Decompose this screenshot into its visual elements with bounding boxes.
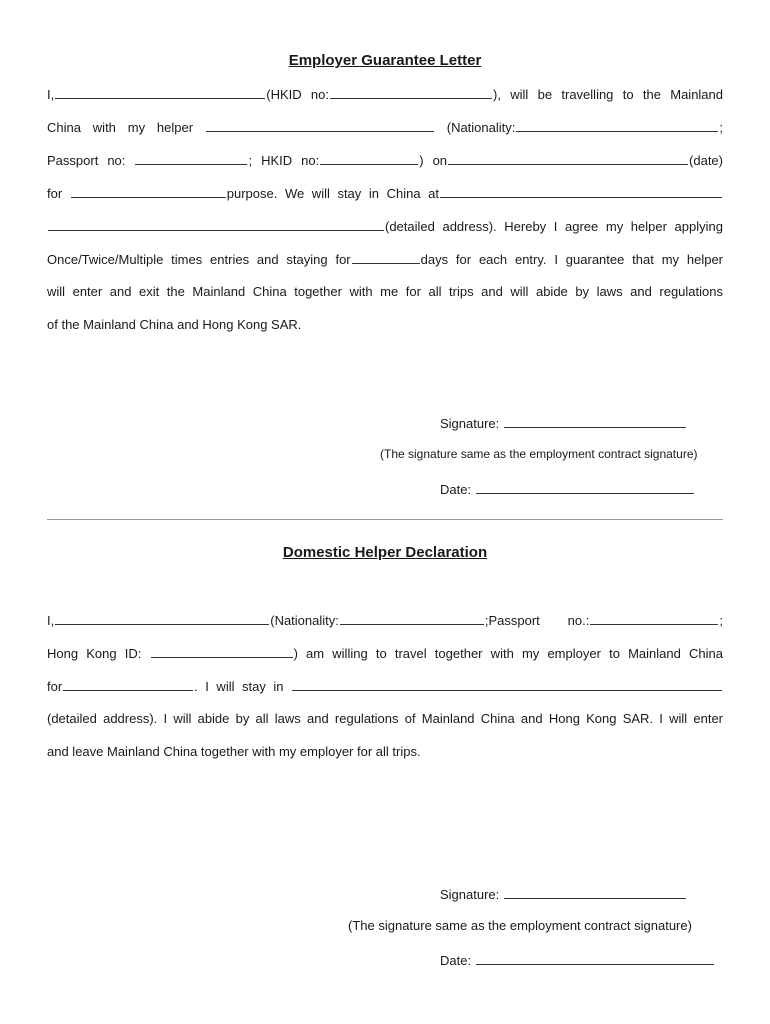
- employer-signature-row: [440, 414, 687, 431]
- employer-hkid-field[interactable]: [330, 85, 492, 99]
- helper-hkid-field[interactable]: [320, 151, 418, 165]
- text: I,: [47, 613, 55, 628]
- employer-line-3: [47, 151, 723, 170]
- employer-line-4: [47, 184, 723, 203]
- helper-purpose-field[interactable]: [63, 677, 193, 691]
- days-per-entry-field[interactable]: [352, 250, 420, 264]
- signature-label: Signature:: [440, 416, 500, 431]
- text: ;: [719, 613, 723, 628]
- text: for: [47, 186, 63, 201]
- helper-signature-row: [440, 885, 687, 902]
- helper-nationality-field[interactable]: [516, 118, 718, 132]
- employer-date-field[interactable]: [476, 480, 694, 494]
- date-label: Date:: [440, 482, 472, 497]
- helper-nationality-field-2[interactable]: [340, 611, 484, 625]
- text: I,: [47, 87, 55, 102]
- helper-address-field[interactable]: [292, 677, 722, 691]
- employer-line-6: [47, 250, 723, 269]
- text: (date): [689, 153, 723, 168]
- employer-line-5: [47, 217, 723, 236]
- text: (Nationality:: [270, 613, 339, 628]
- helper-hkid-field-2[interactable]: [151, 644, 293, 658]
- text: ;Passport no.:: [484, 613, 590, 628]
- helper-date-row: [440, 951, 715, 968]
- detailed-address-field[interactable]: [48, 217, 384, 231]
- section-divider: [47, 519, 723, 520]
- text: purpose. We will stay in China at: [226, 186, 439, 201]
- helper-date-field[interactable]: [476, 951, 714, 965]
- travel-date-field[interactable]: [448, 151, 688, 165]
- text: (Nationality:: [446, 120, 516, 135]
- text: ) on: [419, 153, 448, 168]
- employer-signature-note: (The signature same as the employment contract signature): [380, 447, 698, 461]
- domestic-helper-title: Domestic Helper Declaration: [282, 544, 488, 561]
- text: China with my helper: [47, 120, 194, 135]
- text: ), will be travelling to the Mainland: [493, 87, 723, 102]
- helper-signature-note: (The signature same as the employment contract signature): [348, 918, 692, 933]
- employer-line-8: of the Mainland China and Hong Kong SAR.: [47, 317, 302, 332]
- purpose-field[interactable]: [71, 184, 226, 198]
- text: days for each entry. I guarantee that my helper: [420, 252, 723, 267]
- text: Hong Kong ID:: [47, 646, 142, 661]
- helper-line-3: [47, 677, 723, 696]
- helper-line-5: and leave Mainland China together with my employer for all trips.: [47, 744, 421, 759]
- text: (HKID no:: [266, 87, 330, 102]
- helper-passport-field[interactable]: [135, 151, 247, 165]
- helper-line-2: [47, 644, 723, 663]
- helper-passport-field-2[interactable]: [590, 611, 718, 625]
- text: Passport no:: [47, 153, 126, 168]
- employer-date-row: [440, 480, 695, 497]
- employer-name-field[interactable]: [55, 85, 265, 99]
- employer-line-7: will enter and exit the Mainland China together with me for all trips and will abide by laws and regulations: [47, 284, 723, 299]
- helper-signature-field[interactable]: [504, 885, 686, 899]
- employer-guarantee-title: Employer Guarantee Letter: [288, 52, 482, 69]
- helper-name-field[interactable]: [206, 118, 434, 132]
- text: ;: [719, 120, 723, 135]
- helper-line-1: [47, 611, 723, 630]
- text: . I will stay in: [194, 679, 284, 694]
- helper-name-field-2[interactable]: [55, 611, 269, 625]
- china-address-field[interactable]: [440, 184, 722, 198]
- text: ; HKID no:: [248, 153, 320, 168]
- helper-line-4: (detailed address). I will abide by all laws and regulations of Mainland China and Hong Kong SAR. I will enter: [47, 711, 723, 726]
- text: ) am willing to travel together with my employer to Mainland China: [293, 646, 723, 661]
- employer-signature-field[interactable]: [504, 414, 686, 428]
- text: (detailed address). Hereby I agree my helper applying: [385, 219, 723, 234]
- date-label: Date:: [440, 953, 472, 968]
- employer-line-2: [47, 118, 723, 137]
- text: for: [47, 679, 63, 694]
- signature-label: Signature:: [440, 887, 500, 902]
- text: Once/Twice/Multiple times entries and staying for: [47, 252, 351, 267]
- employer-line-1: [47, 85, 723, 104]
